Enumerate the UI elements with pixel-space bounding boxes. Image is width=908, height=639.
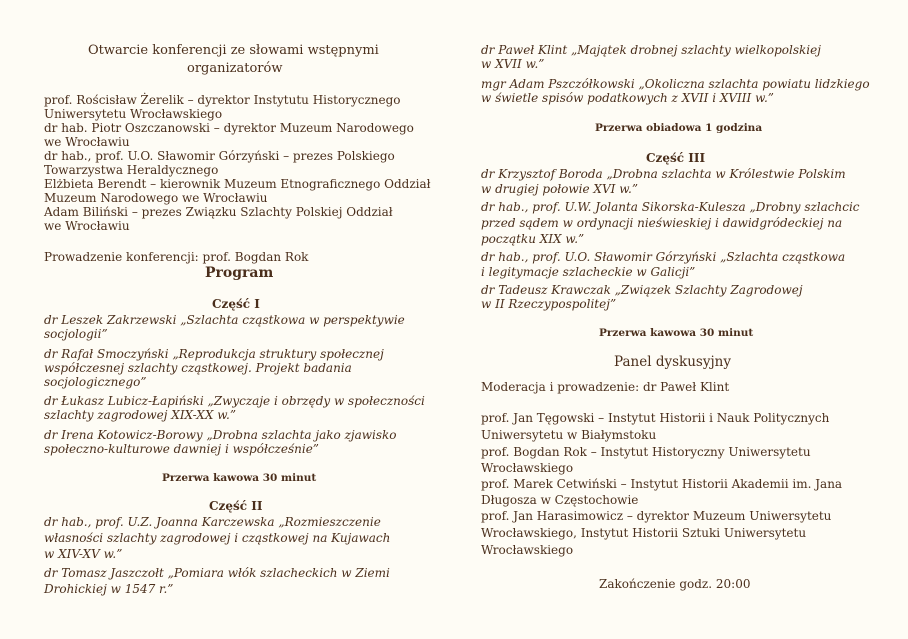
panel-title: Panel dyskusyjny — [614, 354, 731, 370]
talk-entry: w XVII w.” — [481, 57, 545, 71]
speaker-entry: Uniwersytetu Wrocławskiego — [44, 107, 223, 121]
coffee-break-1: Przerwa kawowa 30 minut — [162, 472, 317, 484]
panel-member: Wrocławskiego — [481, 461, 574, 475]
panel-member: Wrocławskiego — [481, 543, 574, 557]
talk-entry: własności szlachty zagrodowej i cząstkowej na Kujawach — [44, 531, 391, 545]
panel-member: prof. Marek Cetwiński – Instytut Historii Akademii im. Jana — [481, 477, 843, 491]
talk-entry: dr Paweł Klint „Majątek drobnej szlachty wielkopolskiej — [481, 43, 821, 57]
talk-entry: socjologicznego” — [44, 375, 147, 389]
speaker-entry: we Wrocławiu — [44, 135, 130, 149]
speaker-entry: dr hab., prof. U.O. Sławomir Górzyński – prezes Polskiego — [44, 149, 395, 163]
talk-entry: społeczno-kulturowe dawniej i współcześnie” — [44, 442, 319, 456]
speaker-entry: we Wrocławiu — [44, 219, 130, 233]
talk-entry: mgr Adam Pszczółkowski „Okoliczna szlachta powiatu lidzkiego — [481, 77, 870, 91]
conference-chair: Prowadzenie konferencji: prof. Bogdan Rok — [44, 250, 309, 264]
panel-moderation: Moderacja i prowadzenie: dr Paweł Klint — [481, 380, 730, 394]
speaker-entry: Elżbieta Berendt – kierownik Muzeum Etnograficznego Oddział — [44, 177, 431, 191]
talk-entry: socjologii” — [44, 327, 108, 341]
panel-member: Wrocławskiego, Instytut Historii Sztuki Uniwersytetu — [481, 526, 807, 540]
part-1-title: Część I — [212, 297, 260, 311]
talk-entry: dr Tomasz Jaszczołt „Pomiara włók szlacheckich w Ziemi — [44, 566, 390, 580]
talk-entry: współczesnej szlachty cząstkowej. Projekt badania — [44, 361, 352, 375]
talk-entry: dr Irena Kotowicz-Borowy „Drobna szlachta jako zjawisko — [44, 428, 397, 442]
talk-entry: dr Leszek Zakrzewski „Szlachta cząstkowa w perspektywie — [44, 313, 405, 327]
talk-entry: Drohickiej w 1547 r.” — [44, 582, 174, 596]
panel-member: prof. Jan Tęgowski – Instytut Historii i Nauk Politycznych — [481, 411, 830, 425]
part-2-title: Część II — [209, 499, 263, 513]
talk-entry: dr Rafał Smoczyński „Reprodukcja struktury społecznej — [44, 347, 384, 361]
speaker-entry: dr hab. Piotr Oszczanowski – dyrektor Muzeum Narodowego — [44, 121, 414, 135]
talk-entry: dr hab., prof. U.O. Sławomir Górzyński „Szlachta cząstkowa — [481, 250, 846, 264]
talk-entry: w drugiej połowie XVI w.” — [481, 182, 638, 196]
panel-member: prof. Jan Harasimowicz – dyrektor Muzeum Uniwersytetu — [481, 509, 832, 523]
talk-entry: w XIV-XV w.” — [44, 547, 123, 561]
talk-entry: przed sądem w ordynacji nieświeskiej i dawidgródeckiej na — [481, 216, 843, 230]
lunch-break: Przerwa obiadowa 1 godzina — [595, 122, 763, 134]
closing-time: Zakończenie godz. 20:00 — [599, 577, 751, 591]
panel-member: prof. Bogdan Rok – Instytut Historyczny Uniwersytetu — [481, 445, 811, 459]
coffee-break-2: Przerwa kawowa 30 minut — [599, 327, 754, 339]
panel-member: Długosza w Częstochowie — [481, 493, 639, 507]
speaker-entry: Muzeum Narodowego we Wrocławiu — [44, 191, 268, 205]
part-3-title: Część III — [646, 151, 706, 165]
panel-member: Uniwersytetu w Białymstoku — [481, 428, 657, 442]
talk-entry: w świetle spisów podatkowych z XVII i XVIII w.” — [481, 91, 774, 105]
talk-entry: i legitymacje szlacheckie w Galicji” — [481, 265, 696, 279]
talk-entry: szlachty zagrodowej XIX-XX w.” — [44, 408, 236, 422]
talk-entry: dr hab., prof. U.W. Jolanta Sikorska-Kulesza „Drobny szlachcic — [481, 200, 860, 214]
talk-entry: dr Tadeusz Krawczak „Związek Szlachty Zagrodowej — [481, 283, 803, 297]
talk-entry: dr Łukasz Lubicz-Łapiński „Zwyczaje i obrzędy w społeczności — [44, 394, 425, 408]
talk-entry: w II Rzeczypospolitej” — [481, 297, 617, 311]
talk-entry: początku XIX w.” — [481, 232, 585, 246]
opening-title-line2: organizatorów — [187, 61, 283, 76]
speaker-entry: Towarzystwa Heraldycznego — [44, 163, 219, 177]
talk-entry: dr Krzysztof Boroda „Drobna szlachta w Królestwie Polskim — [481, 167, 846, 181]
talk-entry: dr hab., prof. U.Z. Joanna Karczewska „Rozmieszczenie — [44, 515, 381, 529]
program-title: Program — [205, 265, 274, 281]
speaker-entry: Adam Biliński – prezes Związku Szlachty Polskiej Oddział — [44, 205, 393, 219]
opening-title: Otwarcie konferencji ze słowami wstępnymi — [88, 43, 379, 58]
speaker-entry: prof. Rościsław Żerelik – dyrektor Instytutu Historycznego — [44, 93, 401, 107]
